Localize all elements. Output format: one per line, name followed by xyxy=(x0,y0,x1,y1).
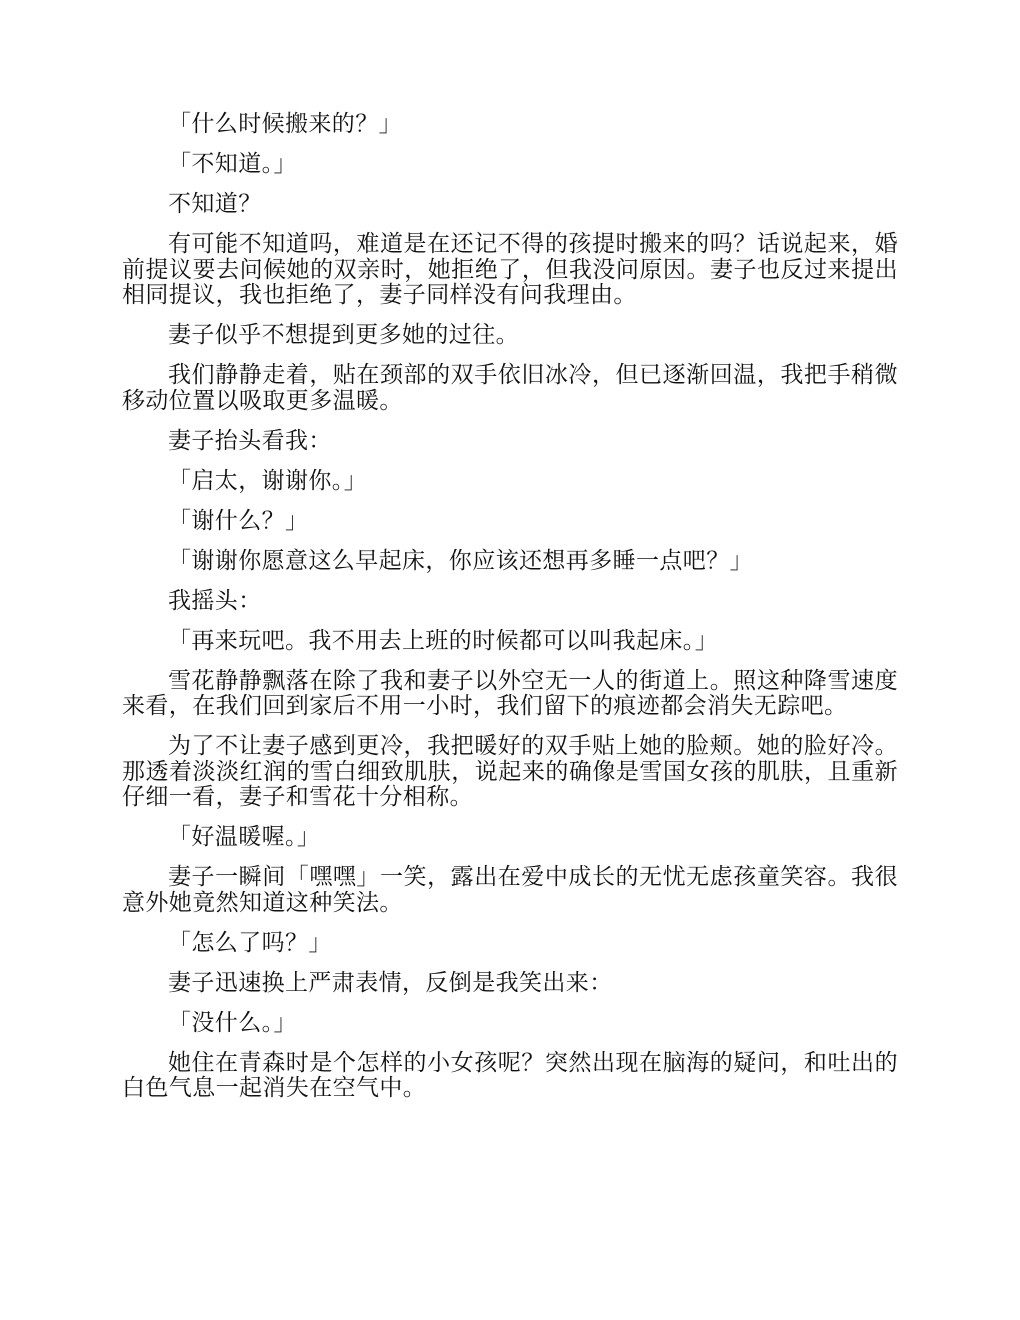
paragraph: 我摇头： xyxy=(168,587,262,614)
paragraph: 「没什么。」 xyxy=(168,1009,297,1036)
page-body xyxy=(122,112,898,1116)
paragraph: 为了不让妻子感到更冷，我把暖好的双手贴上她的脸颊。她的脸好冷。那透着淡淡红润的雪白细致肌肤，说起来的确像是雪国女孩的肌肤，且重新仔细一看，妻子和雪花十分相称。 xyxy=(122,733,898,810)
paragraph: 「谢什么？」 xyxy=(168,507,309,534)
paragraph: 有可能不知道吗，难道是在还记不得的孩提时搬来的吗？话说起来，婚前提议要去问候她的双亲时，她拒绝了，但我没问原因。妻子也反过来提出相同提议，我也拒绝了，妻子同样没有问我理由。 xyxy=(122,231,898,308)
paragraph: 「怎么了吗？」 xyxy=(168,929,332,956)
paragraph: 妻子抬头看我： xyxy=(168,427,332,454)
paragraph: 「再来玩吧。我不用去上班的时候都可以叫我起床。」 xyxy=(168,627,719,654)
paragraph: 「谢谢你愿意这么早起床，你应该还想再多睡一点吧？」 xyxy=(168,547,753,574)
paragraph: 妻子似乎不想提到更多她的过往。 xyxy=(168,322,519,348)
paragraph: 「什么时候搬来的？」 xyxy=(168,111,402,137)
paragraph: 妻子一瞬间「嘿嘿」一笑，露出在爱中成长的无忧无虑孩童笑容。我很意外她竟然知道这种笑法。 xyxy=(122,864,898,916)
paragraph: 雪花静静飘落在除了我和妻子以外空无一人的街道上。照这种降雪速度来看，在我们回到家后不用一小时，我们留下的痕迹都会消失无踪吧。 xyxy=(122,667,898,719)
paragraph: 她住在青森时是个怎样的小女孩呢？突然出现在脑海的疑问，和吐出的白色气息一起消失在空气中。 xyxy=(122,1049,898,1101)
paragraph: 「好温暖喔。」 xyxy=(168,824,321,850)
paragraph: 妻子迅速换上严肃表情，反倒是我笑出来： xyxy=(168,969,613,996)
paragraph: 我们静静走着，贴在颈部的双手依旧冰冷，但已逐渐回温，我把手稍微移动位置以吸取更多温暖。 xyxy=(122,362,898,414)
paragraph: 不知道？ xyxy=(168,191,262,217)
paragraph: 「启太，谢谢你。」 xyxy=(168,467,368,494)
paragraph: 「不知道。」 xyxy=(168,151,297,177)
